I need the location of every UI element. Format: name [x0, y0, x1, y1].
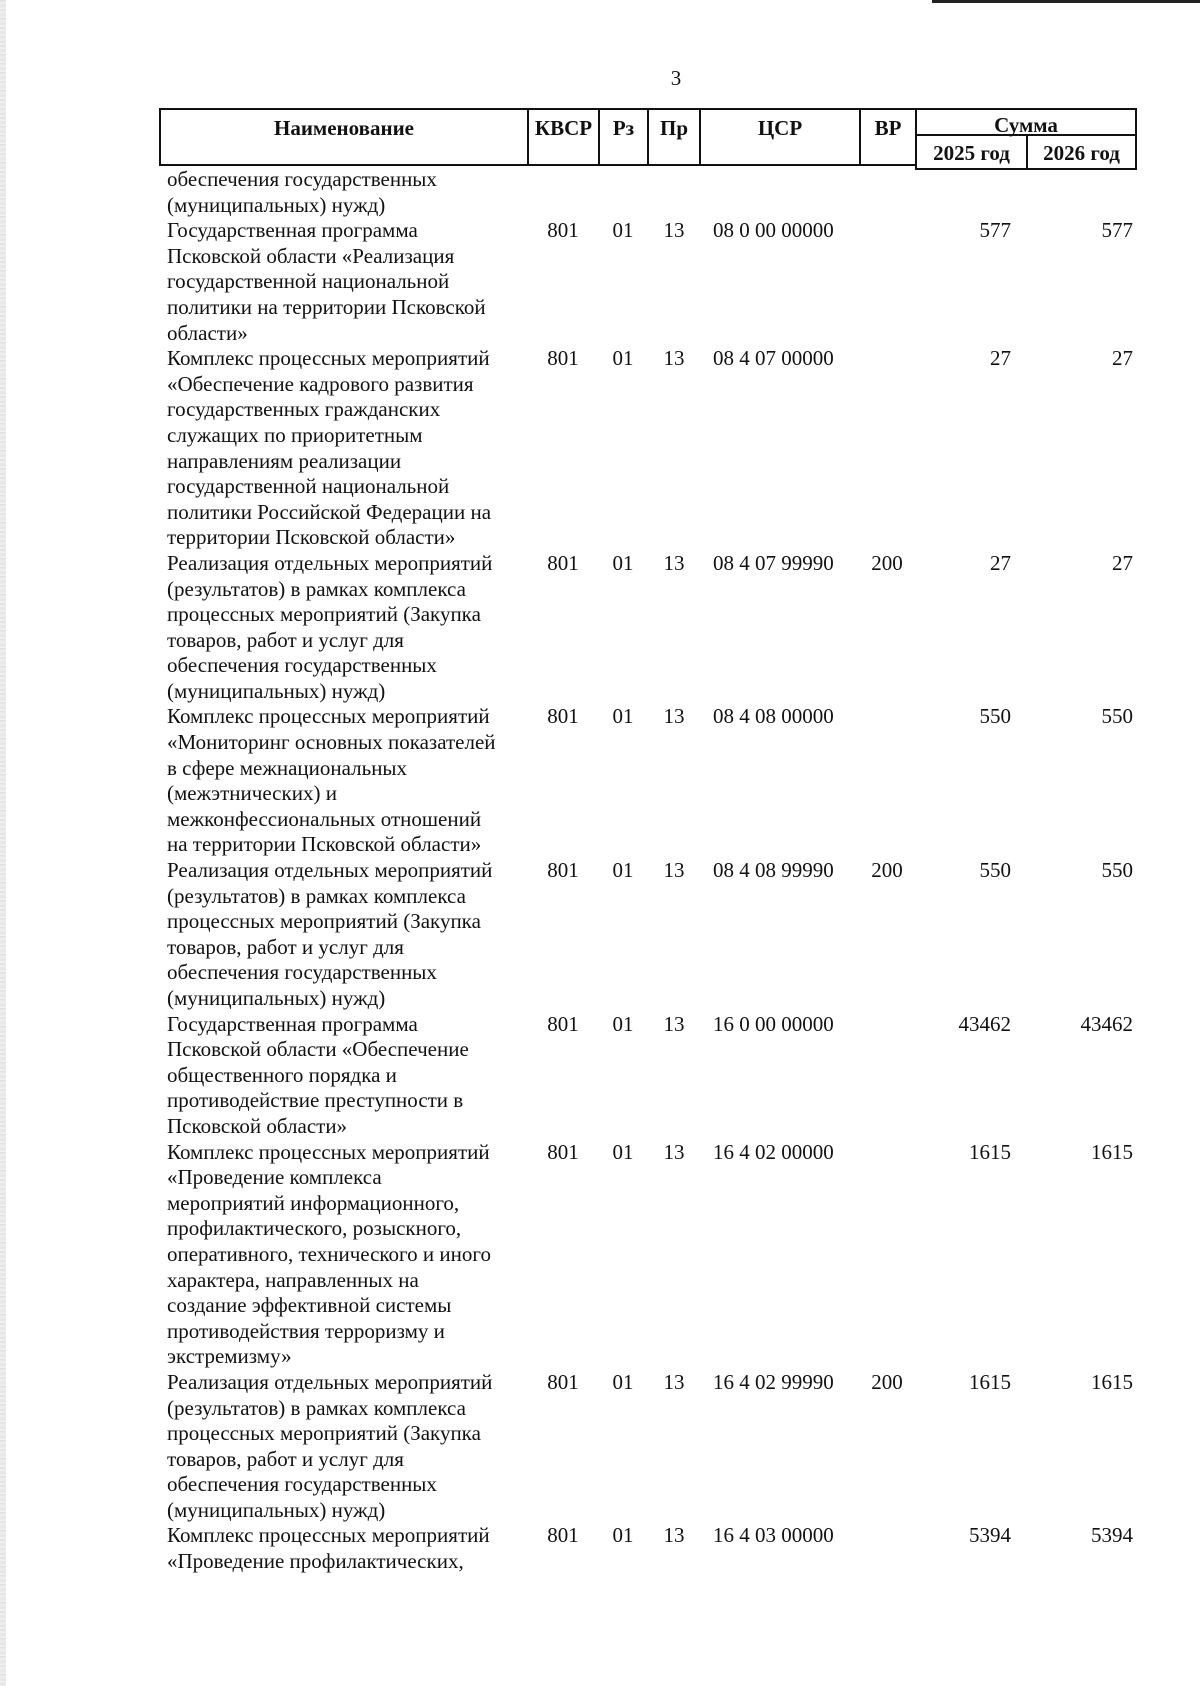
table-row: [159, 858, 1137, 1012]
cell-pr: 13: [663, 218, 685, 243]
scan-edge: [0, 0, 6, 1686]
cell-sum-2026: 1615: [1091, 1139, 1133, 1164]
cell-pr: 13: [663, 550, 685, 575]
cell-name: Государственная программа Псковской области «Обеспечение общественного порядка и противодействие преступности в Псковской области»: [167, 1011, 469, 1138]
cell-csr: 16 4 03 00000: [713, 1523, 834, 1548]
cell-rz: 01: [612, 218, 634, 243]
cell-csr: 16 4 02 00000: [713, 1139, 834, 1164]
header-kvsr: КВСР: [527, 108, 598, 166]
cell-csr: 08 4 08 00000: [713, 704, 834, 729]
cell-sum-2026: 550: [1101, 858, 1133, 883]
cell-csr: 16 0 00 00000: [713, 1011, 834, 1036]
cell-name: Реализация отдельных мероприятий (результатов) в рамках комплекса процессных мероприятий (Закупка товаров, работ и услуг для обеспечения государственных (муниципальных) нужд): [167, 1369, 493, 1522]
cell-csr: 08 4 07 00000: [713, 346, 834, 371]
cell-rz: 01: [612, 550, 634, 575]
table-row: [159, 1370, 1137, 1524]
header-pr: Пр: [647, 108, 699, 166]
cell-name: Государственная программа Псковской области «Реализация государственной национальной политики на территории Псковской области»: [167, 218, 486, 345]
table-row: [159, 346, 1137, 551]
cell-name: Комплекс процессных мероприятий «Проведение комплекса мероприятий информационного, профилактического, розыскного, оперативного, технического и иного характера, направленных на создание эффективной системы противодействия терроризму и экстремизму»: [167, 1139, 491, 1369]
cell-csr: 08 4 08 99990: [713, 858, 834, 883]
cell-pr: 13: [663, 1011, 685, 1036]
cell-name: Комплекс процессных мероприятий «Обеспечение кадрового развития государственных гражданских служащих по приоритетным направлениям реализации государственной национальной политики Российской Федерации на территории Псковской области»: [167, 346, 492, 550]
cell-rz: 01: [612, 1369, 634, 1394]
cell-sum-2026: 27: [1112, 550, 1133, 575]
page-number: 3: [670, 66, 682, 90]
cell-pr: 13: [663, 858, 685, 883]
cell-sum-2025: 27: [990, 346, 1011, 371]
cell-sum-2025: 1615: [969, 1369, 1011, 1394]
cell-kvsr: 801: [547, 1139, 579, 1164]
header-vr: ВР: [859, 108, 915, 166]
cell-kvsr: 801: [547, 858, 579, 883]
cell-vr: 200: [871, 858, 903, 883]
cell-sum-2026: 1615: [1091, 1369, 1133, 1394]
cell-csr: 16 4 02 99990: [713, 1369, 834, 1394]
cell-kvsr: 801: [547, 218, 579, 243]
cell-kvsr: 801: [547, 1523, 579, 1548]
table-row: [159, 704, 1137, 858]
cell-pr: 13: [663, 1369, 685, 1394]
cell-sum-2025: 1615: [969, 1139, 1011, 1164]
header-name: Наименование: [159, 108, 527, 166]
cell-name: Реализация отдельных мероприятий (результатов) в рамках комплекса процессных мероприятий (Закупка товаров, работ и услуг для обеспечения государственных (муниципальных) нужд): [167, 858, 493, 1010]
header-sum: Сумма: [915, 108, 1137, 136]
cell-pr: 13: [663, 346, 685, 371]
cell-rz: 01: [612, 346, 634, 371]
cell-sum-2026: 550: [1101, 704, 1133, 729]
cell-kvsr: 801: [547, 1011, 579, 1036]
cell-vr: 200: [871, 1369, 903, 1394]
header-csr: ЦСР: [699, 108, 859, 166]
top-rule: [932, 0, 1200, 3]
cell-name: Комплекс процессных мероприятий «Мониторинг основных показателей в сфере межнациональных (межэтнических) и межконфессиональных отношений на территории Псковской области»: [167, 704, 496, 857]
cell-csr: 08 4 07 99990: [713, 550, 834, 575]
cell-rz: 01: [612, 1523, 634, 1548]
table-row: [159, 1140, 1137, 1370]
cell-sum-2025: 550: [979, 858, 1011, 883]
table-row: [159, 1523, 1137, 1574]
cell-csr: 08 0 00 00000: [713, 218, 834, 243]
cell-pr: 13: [663, 704, 685, 729]
cell-kvsr: 801: [547, 346, 579, 371]
cell-kvsr: 801: [547, 550, 579, 575]
cell-rz: 01: [612, 1011, 634, 1036]
cell-kvsr: 801: [547, 1369, 579, 1394]
cell-rz: 01: [612, 858, 634, 883]
cell-kvsr: 801: [547, 704, 579, 729]
cell-pr: 13: [663, 1523, 685, 1548]
header-year-2026: 2026 год: [1026, 134, 1137, 170]
cell-sum-2025: 550: [979, 704, 1011, 729]
table-row: [159, 167, 1137, 218]
cell-vr: 200: [871, 550, 903, 575]
table-row: [159, 1012, 1137, 1140]
cell-sum-2026: 43462: [1080, 1011, 1133, 1036]
cell-pr: 13: [663, 1139, 685, 1164]
header-year-2025: 2025 год: [915, 134, 1026, 170]
cell-sum-2025: 577: [979, 218, 1011, 243]
table-row: [159, 218, 1137, 346]
table-body: [159, 167, 1137, 1575]
cell-sum-2026: 5394: [1091, 1523, 1133, 1548]
cell-name: Комплекс процессных мероприятий «Проведение профилактических,: [167, 1523, 490, 1574]
cell-sum-2026: 27: [1112, 346, 1133, 371]
cell-name: обеспечения государственных (муниципальных) нужд): [167, 167, 437, 217]
cell-sum-2025: 27: [990, 550, 1011, 575]
cell-sum-2026: 577: [1101, 218, 1133, 243]
cell-rz: 01: [612, 704, 634, 729]
cell-name: Реализация отдельных мероприятий (результатов) в рамках комплекса процессных мероприятий (Закупка товаров, работ и услуг для обеспечения государственных (муниципальных) нужд): [167, 550, 493, 703]
table-row: [159, 551, 1137, 705]
table-header: [159, 108, 1137, 170]
header-rz: Рз: [598, 108, 647, 166]
cell-sum-2025: 43462: [958, 1011, 1011, 1036]
cell-rz: 01: [612, 1139, 634, 1164]
cell-sum-2025: 5394: [969, 1523, 1011, 1548]
